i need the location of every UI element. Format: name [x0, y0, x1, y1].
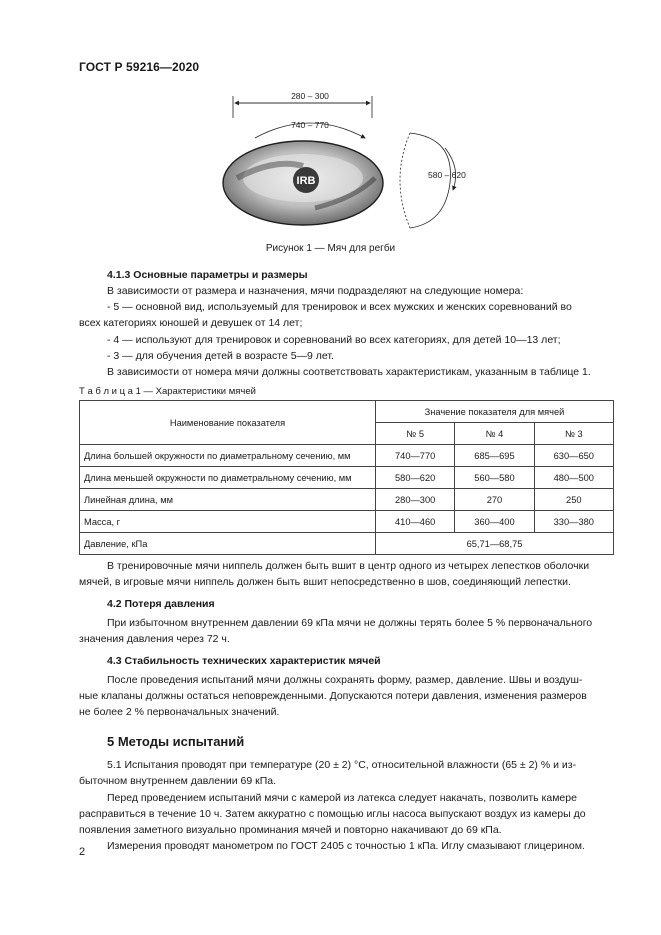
table-cell: 740—770	[376, 445, 455, 467]
paragraph: не более 2 % первоначальных значений.	[79, 706, 280, 718]
paragraph: Перед проведением испытаний мячи с камерой из латекса следует накачать, позволить камере	[107, 792, 577, 804]
table-cell: 250	[534, 489, 613, 511]
table-cell: 580—620	[376, 467, 455, 489]
list-item: - 3 — для обучения детей в возрасте 5—9 лет.	[107, 350, 334, 362]
dim-major-circ-label: 740 – 770	[291, 120, 329, 130]
table-cell: 560—580	[455, 467, 534, 489]
document-header: ГОСТ Р 59216—2020	[79, 60, 200, 74]
section-4-1-3-title: 4.1.3 Основные параметры и размеры	[107, 269, 308, 281]
table-cell-name: Линейная длина, мм	[80, 489, 376, 511]
table-row	[80, 445, 614, 467]
paragraph: ные клапаны должны остаться неповрежденными. Допускаются потери давления, изменения размеров	[79, 690, 587, 702]
table-head-col: № 3	[534, 423, 613, 445]
table-head-name: Наименование показателя	[80, 401, 376, 445]
table-cell: 630—650	[534, 445, 613, 467]
list-item: - 4 — используют для тренировок и соревнований во всех категориях, для детей 10—13 лет;	[107, 334, 561, 346]
table-cell: 330—380	[534, 511, 613, 533]
paragraph: появления заметного визуально проминания мячей и повторно накачивают до 69 кПа.	[79, 824, 502, 836]
table-cell: 480—500	[534, 467, 613, 489]
figure-caption: Рисунок 1 — Мяч для регби	[265, 243, 396, 254]
paragraph: В тренировочные мячи ниппель должен быть вшит в центр одного из четырех лепестков оболочки	[107, 560, 590, 572]
page-number: 2	[79, 846, 86, 858]
paragraph: 5.1 Испытания проводят при температуре (20 ± 2) °С, относительной влажности (65 ± 2) % и из-	[107, 759, 577, 771]
table-caption: Т а б л и ц а 1 — Характеристики мячей	[79, 386, 256, 397]
table-cell: 65,71—68,75	[376, 533, 614, 555]
rugby-ball-figure	[215, 88, 495, 238]
paragraph: значения давления через 72 ч.	[79, 633, 230, 645]
table-head-col: № 4	[455, 423, 534, 445]
table-cell: 280—300	[376, 489, 455, 511]
table-head-col: № 5	[376, 423, 455, 445]
table-cell-name: Масса, г	[80, 511, 376, 533]
list-item: - 5 — основной вид, используемый для тренировок и всех мужских и женских соревнований во	[107, 301, 572, 313]
table-row	[80, 533, 614, 555]
table-row	[80, 467, 614, 489]
paragraph: В зависимости от размера и назначения, мячи подразделяют на следующие номера:	[107, 285, 524, 297]
ball-logo: IRB	[296, 175, 316, 187]
table-cell: 685—695	[455, 445, 534, 467]
table-cell-name: Давление, кПа	[80, 533, 376, 555]
section-5-title: 5 Методы испытаний	[107, 734, 245, 749]
paragraph: После проведения испытаний мячи должны сохранять форму, размер, давление. Швы и воздуш-	[107, 674, 583, 686]
table-head-group: Значение показателя для мячей	[376, 401, 614, 423]
section-4-2-title: 4.2 Потеря давления	[107, 598, 215, 610]
dim-length-label: 280 – 300	[291, 91, 329, 101]
paragraph: быточном внутреннем давлении 69 кПа.	[79, 775, 277, 787]
section-4-3-title: 4.3 Стабильность технических характеристик мячей	[107, 655, 381, 667]
list-item-cont: всех категориях юношей и девушек от 14 лет;	[79, 317, 303, 329]
paragraph: При избыточном внутреннем давлении 69 кПа мячи не должны терять более 5 % первоначального	[107, 617, 593, 629]
table-cell: 270	[455, 489, 534, 511]
table-cell-name: Длина большей окружности по диаметральному сечению, мм	[80, 445, 376, 467]
characteristics-table	[79, 400, 614, 555]
paragraph: мячей, в игровые мячи ниппель должен быть вшит непосредственно в шов, соединяющий лепестки.	[79, 576, 571, 588]
paragraph: расправиться в течение 10 ч. Затем аккуратно с помощью иглы насоса выпускают воздух из камеры до	[79, 808, 586, 820]
table-cell-name: Длина меньшей окружности по диаметральному сечению, мм	[80, 467, 376, 489]
table-row	[80, 489, 614, 511]
table-cell: 410—460	[376, 511, 455, 533]
paragraph: Измерения проводят манометром по ГОСТ 2405 с точностью 1 кПа. Иглу смазывают глицерином.	[107, 840, 585, 852]
dim-minor-circ-label: 580 – 620	[428, 170, 466, 180]
paragraph: В зависимости от номера мячи должны соответствовать характеристикам, указанным в таблице 1.	[107, 366, 591, 378]
table-cell: 360—400	[455, 511, 534, 533]
table-row	[80, 511, 614, 533]
